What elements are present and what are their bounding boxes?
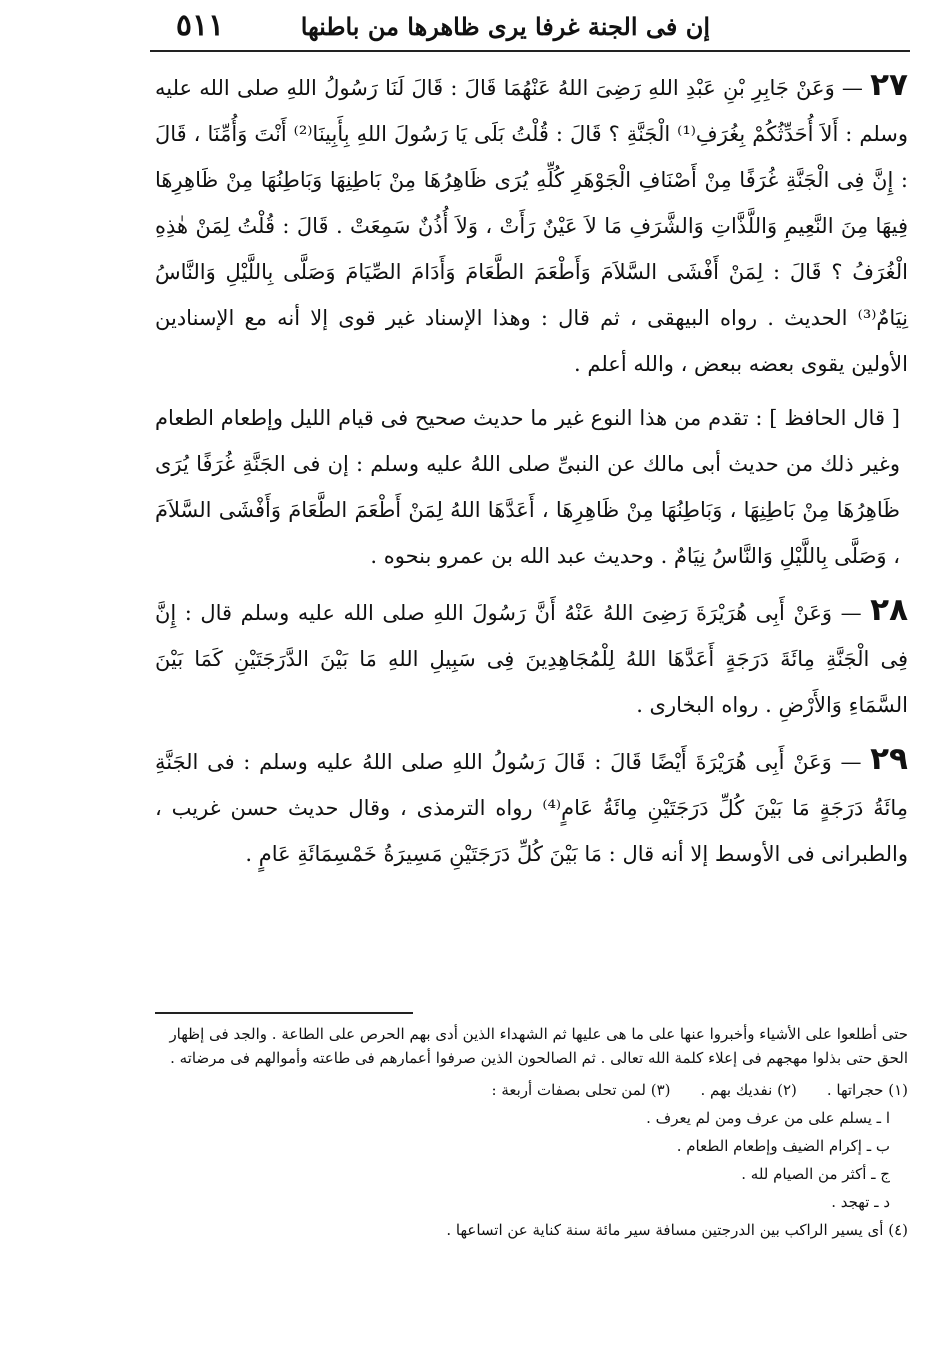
hadith-number: ٢٧ <box>870 67 908 103</box>
footnote-3-item-d: د ـ تهجد . <box>831 1193 890 1211</box>
hadith-28 <box>155 587 908 728</box>
footnote-3-item-c: ج ـ أكثر من الصيام لله . <box>741 1165 890 1183</box>
footnote-1: (١) حجراتها . <box>826 1081 908 1099</box>
footnote-3-item-b: ب ـ إكرام الضيف وإطعام الطعام . <box>676 1137 890 1155</box>
footnote-continuation: حتى أطلعوا على الأشياء وأخبروا عنها على ما هى عليها ثم الشهداء الذين أدى بهم الحرص على الطاعة . والجد فى إظهار الحق حتى بذلوا مهجهم فى إعلاء كلمة الله تعالى . ثم الصالحون الذين صرفوا أعمارهم فى طاعته وأموالهم فى مرضاته . <box>169 1025 908 1067</box>
page-header <box>150 4 910 52</box>
footnotes <box>158 1022 908 1246</box>
running-title: إن فى الجنة غرفا يرى ظاهرها من باطنها <box>300 12 710 41</box>
main-text <box>155 62 908 885</box>
hafiz-note: [ قال الحافظ ] : تقدم من هذا النوع غير ما حديث صحيح فى قيام الليل وإطعام الطعام وغير ذلك من حديث أبى مالك عن النبىِّ صلى اللهُ عليه وسلم : إن فى الجَنَّةِ غُرَفًا يُرَى ظَاهِرُهَا مِنْ بَاطِنِهَا ، وَبَاطِنُهَا مِنْ ظَاهِرِهَا ، أَعَدَّهَا اللهُ لِمَنْ أَطْعَمَ الطَّعَامَ وَأَفْشَى السَّلاَمَ ، وَصَلَّى بِاللَّيْلِ وَالنَّاسُ نِيَامٌ . وحديث عبد الله بن عمرو بنحوه . <box>155 406 900 568</box>
hadith-27 <box>155 62 908 387</box>
footnote-divider <box>155 1012 413 1014</box>
hadith-text: — وَعَنْ أَبِى هُرَيْرَةَ أَيْضًا قَالَ : قَالَ رَسُولُ اللهِ صلى اللهُ عليه وسلم : فى الجَنَّةِ مِائَةُ دَرَجَةٍ مَا بَيْنَ كُلِّ دَرَجَتَيْنِ مِائَةُ عَامٍ⁽⁴⁾ رواه الترمذى ، وقال حديث حسن غريب ، والطبرانى فى الأوسط إلا أنه قال : مَا بَيْنَ كُلِّ دَرَجَتَيْنِ مَسِيرَةُ خَمْسِمَائَةِ عَامٍ . <box>155 750 908 866</box>
hadith-29 <box>155 736 908 877</box>
footnote-4: (٤) أى يسير الراكب بين الدرجتين مسافة سير مائة سنة كناية عن اتساعها . <box>446 1221 908 1239</box>
hadith-text: — وَعَنْ أَبِى هُرَيْرَةَ رَضِىَ اللهُ عَنْهُ أَنَّ رَسُولَ اللهِ صلى الله عليه وسلم قال : إِنَّ فِى الْجَنَّةِ مِائَةَ دَرَجَةٍ أَعَدَّهَا اللهُ لِلْمُجَاهِدِينَ فِى سَبِيلِ اللهِ مَا بَيْنَ الدَّرَجَتَيْنِ كَمَا بَيْنَ السَّمَاءِ وَالأَرْضِ . رواه البخارى . <box>155 601 908 717</box>
footnote-3: (٣) لمن تحلى بصفات أربعة : <box>491 1081 671 1099</box>
page-number: ٥١١ <box>175 8 225 43</box>
footnote-3-item-a: ا ـ يسلم على من عرف ومن لم يعرف . <box>646 1109 890 1127</box>
footnote-2: (٢) نفديك بهم . <box>700 1081 797 1099</box>
hadith-number: ٢٩ <box>870 741 908 777</box>
footnote-row <box>158 1078 908 1102</box>
hadith-text: — وَعَنْ جَابِرِ بْنِ عَبْدِ اللهِ رَضِىَ اللهُ عَنْهُمَا قَالَ : قَالَ لَنَا رَسُولُ اللهِ صلى الله عليه وسلم : أَلاَ أُحَدِّثُكُمْ بِغُرَفِ⁽¹⁾ الْجَنَّةِ ؟ قَالَ : قُلْتُ بَلَى يَا رَسُولَ اللهِ بِأَبِينَا⁽²⁾ أَنْتَ وَأُمِّنَا ، قَالَ : إِنَّ فِى الْجَنَّةِ غُرَفًا مِنْ أَصْنَافِ الْجَوْهَرِ كُلِّهِ يُرَى ظَاهِرُهَا مِنْ بَاطِنِهَا وَبَاطِنُهَا مِنْ ظَاهِرِهَا فِيهَا مِنَ النَّعِيمِ وَاللَّذَّاتِ وَالشَّرَفِ مَا لاَ عَيْنٌ رَأَتْ ، وَلاَ أُذُنٌ سَمِعَتْ . قَالَ : قُلْتُ لِمَنْ هٰذِهِ الْغُرَفُ ؟ قَالَ : لِمَنْ أَفْشَى السَّلاَمَ وَأَطْعَمَ الطَّعَامَ وَأَدَامَ الصِّيَامَ وَصَلَّى بِاللَّيْلِ وَالنَّاسُ نِيَامٌ⁽³⁾ الحديث . رواه البيهقى ، ثم قال : وهذا الإسناد غير قوى إلا أنه مع الإسنادين الأولين يقوى بعضه ببعض ، والله أعلم . <box>155 76 909 376</box>
hadith-number: ٢٨ <box>870 592 908 628</box>
